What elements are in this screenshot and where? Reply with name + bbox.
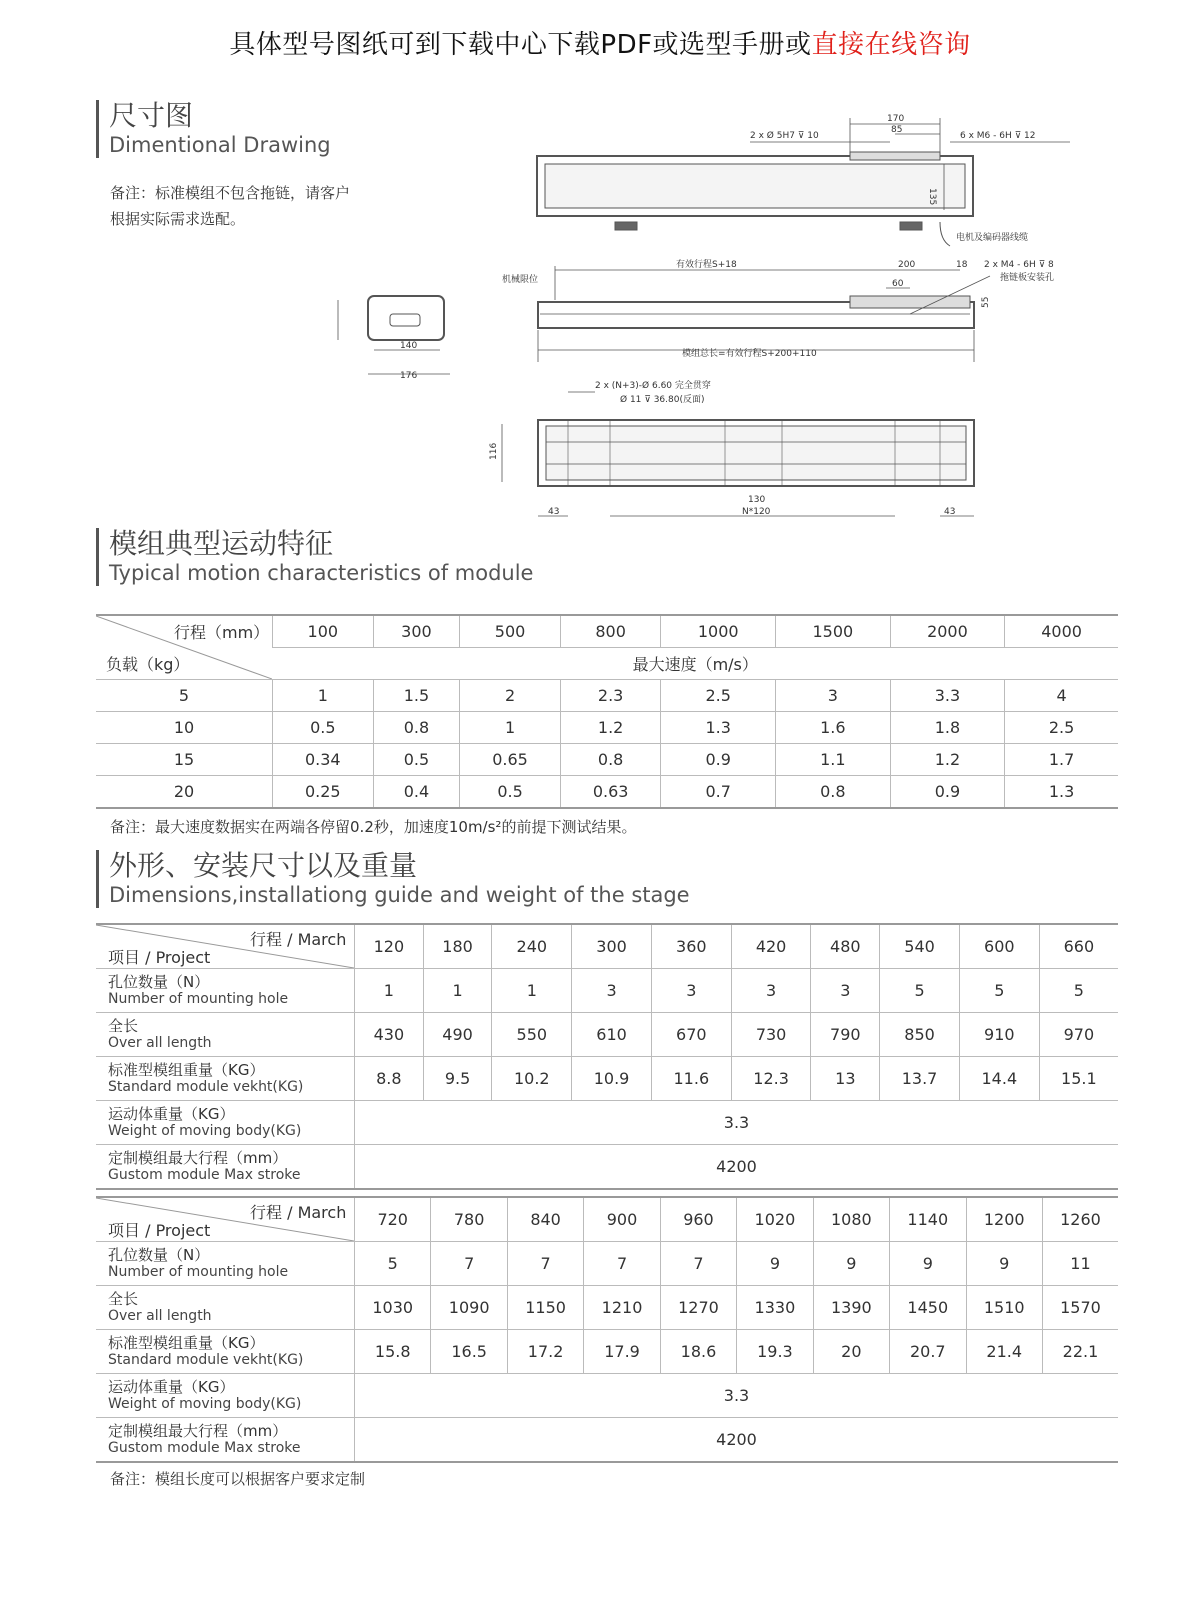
speed-cell: 1.8: [890, 712, 1005, 744]
row-label-cn: 运动体重量（KG）: [108, 1377, 235, 1396]
speed-cell: 0.9: [661, 744, 776, 776]
value-cell: 910: [959, 1013, 1039, 1057]
value-cell: 13.7: [880, 1057, 960, 1101]
value-cell: 1510: [966, 1286, 1042, 1330]
speed-cell: 0.34: [273, 744, 374, 776]
stroke-cell: 300: [373, 615, 460, 648]
row-label-cn: 全长: [108, 1289, 139, 1308]
stroke-label: 行程 / March: [250, 930, 347, 949]
value-cell: 3: [731, 969, 811, 1013]
m4-label: 2 x M4 - 6H ⊽ 8: [984, 260, 1054, 270]
section-title-cn: 尺寸图: [109, 99, 194, 132]
speed-cell: 1: [273, 680, 374, 712]
row-label-en: Number of mounting hole: [108, 990, 289, 1007]
value-cell: 22.1: [1042, 1330, 1118, 1374]
drag-chain-label: 拖链板安装孔: [1000, 273, 1055, 283]
note-line-1: 备注：标准模组不包含拖链，请客户: [110, 184, 351, 202]
stroke-cell: 1020: [737, 1197, 813, 1242]
dim-43-left: 43: [548, 507, 560, 517]
speed-cell: 1.3: [661, 712, 776, 744]
value-cell: 9: [890, 1242, 966, 1286]
dim-170: 170: [887, 114, 905, 124]
hole-left-label: 2 x Ø 5H7 ⊽ 10: [750, 131, 819, 141]
dim-135: 135: [927, 188, 937, 206]
dim-60: 60: [892, 279, 904, 289]
dimensions-table-b: [96, 1196, 1118, 1463]
value-cell: 17.9: [584, 1330, 660, 1374]
length-row: [96, 1286, 1118, 1330]
speed-cell: 0.65: [460, 744, 561, 776]
value-cell: 9.5: [423, 1057, 492, 1101]
holes-row: [96, 1242, 1118, 1286]
stroke-header-row: [96, 1197, 1118, 1242]
stroke-cell: 1000: [661, 615, 776, 648]
drag-chain-note: [110, 180, 350, 232]
section-title-en: Dimentional Drawing: [109, 133, 331, 157]
value-cell: 670: [651, 1013, 731, 1057]
custom-length-note: 备注：模组长度可以根据客户要求定制: [110, 1470, 366, 1488]
row-label-cn: 标准型模组重量（KG）: [108, 1333, 265, 1352]
dim-200: 200: [898, 260, 916, 270]
stroke-cell: 500: [460, 615, 561, 648]
row-label-en: Weight of moving body(KG): [108, 1122, 302, 1139]
speed-cell: 0.5: [273, 712, 374, 744]
table-row: [96, 776, 1118, 809]
value-cell: 4200: [355, 1418, 1119, 1463]
load-cell: 15: [96, 744, 273, 776]
stroke-cell: 840: [507, 1197, 583, 1242]
row-label-en: Over all length: [108, 1307, 212, 1324]
stroke-cell: 960: [660, 1197, 736, 1242]
diagonal-header: [96, 615, 273, 680]
value-cell: 13: [811, 1057, 880, 1101]
row-label: [96, 1330, 355, 1374]
moving-weight-row: [96, 1101, 1118, 1145]
value-cell: 1030: [355, 1286, 431, 1330]
dim-n120: N*120: [742, 507, 771, 517]
row-label: [96, 1286, 355, 1330]
speed-cell: 1.1: [776, 744, 891, 776]
row-label-en: Standard module vekht(KG): [108, 1078, 304, 1095]
speed-cell: 0.7: [661, 776, 776, 809]
stroke-label: 行程 / March: [250, 1203, 347, 1222]
through-holes-label: 2 x (N+3)-Ø 6.60 完全贯穿: [595, 381, 711, 391]
weight-row: [96, 1330, 1118, 1374]
speed-cell: 0.8: [373, 712, 460, 744]
stroke-cell: 1200: [966, 1197, 1042, 1242]
row-label: [96, 1418, 355, 1463]
dimensional-drawing: [330, 100, 1110, 540]
value-cell: 7: [507, 1242, 583, 1286]
row-label: [96, 969, 355, 1013]
value-cell: 18.6: [660, 1330, 736, 1374]
value-cell: 10.2: [492, 1057, 572, 1101]
value-cell: 11.6: [651, 1057, 731, 1101]
stroke-cell: 1080: [813, 1197, 889, 1242]
stroke-cell: 2000: [890, 615, 1005, 648]
speed-cell: 3: [776, 680, 891, 712]
value-cell: 1150: [507, 1286, 583, 1330]
value-cell: 3.3: [355, 1101, 1119, 1145]
speed-cell: 4: [1005, 680, 1118, 712]
dim-55: 55: [981, 296, 991, 308]
value-cell: 1: [492, 969, 572, 1013]
row-label: [96, 1057, 355, 1101]
total-length-label: 模组总长=有效行程S+200+110: [682, 349, 817, 359]
value-cell: 8.8: [355, 1057, 424, 1101]
value-cell: 970: [1039, 1013, 1118, 1057]
speed-cell: 0.8: [776, 776, 891, 809]
speed-cell: 3.3: [890, 680, 1005, 712]
value-cell: 1: [355, 969, 424, 1013]
weight-row: [96, 1057, 1118, 1101]
value-cell: 550: [492, 1013, 572, 1057]
value-cell: 9: [966, 1242, 1042, 1286]
value-cell: 7: [431, 1242, 507, 1286]
speed-cell: 2.5: [1005, 712, 1118, 744]
value-cell: 9: [813, 1242, 889, 1286]
motion-table: [96, 614, 1118, 809]
row-label-cn: 定制模组最大行程（mm）: [108, 1148, 288, 1167]
value-cell: 4200: [355, 1145, 1119, 1190]
consult-link[interactable]: 直接在线咨询: [811, 30, 971, 60]
value-cell: 3.3: [355, 1374, 1119, 1418]
value-cell: 5: [880, 969, 960, 1013]
value-cell: 430: [355, 1013, 424, 1057]
stroke-cell: 480: [811, 924, 880, 969]
value-cell: 3: [811, 969, 880, 1013]
value-cell: 9: [737, 1242, 813, 1286]
counterbore-label: Ø 11 ⊽ 36.80(反面): [620, 395, 705, 405]
banner-text: 具体型号图纸可到下载中心下载PDF或选型手册或: [229, 30, 812, 60]
row-label-cn: 运动体重量（KG）: [108, 1104, 235, 1123]
section-motion-heading: [96, 528, 533, 586]
stroke-cell: 540: [880, 924, 960, 969]
banner: [0, 24, 1200, 61]
row-label-en: Gustom module Max stroke: [108, 1166, 301, 1183]
stroke-cell: 100: [273, 615, 374, 648]
row-label: [96, 1013, 355, 1057]
value-cell: 15.8: [355, 1330, 431, 1374]
stroke-cell: 420: [731, 924, 811, 969]
value-cell: 1210: [584, 1286, 660, 1330]
speed-cell: 0.5: [373, 744, 460, 776]
speed-cell: 0.8: [560, 744, 661, 776]
speed-cell: 1.6: [776, 712, 891, 744]
value-cell: 5: [355, 1242, 431, 1286]
speed-cell: 1.7: [1005, 744, 1118, 776]
speed-cell: 1.3: [1005, 776, 1118, 809]
row-label-cn: 标准型模组重量（KG）: [108, 1060, 265, 1079]
value-cell: 5: [1039, 969, 1118, 1013]
value-cell: 850: [880, 1013, 960, 1057]
row-label-en: Gustom module Max stroke: [108, 1439, 301, 1456]
speed-cell: 0.4: [373, 776, 460, 809]
dim-140: 140: [400, 341, 418, 351]
table-row: [96, 680, 1118, 712]
value-cell: 16.5: [431, 1330, 507, 1374]
speed-cell: 0.5: [460, 776, 561, 809]
value-cell: 1330: [737, 1286, 813, 1330]
holes-row: [96, 969, 1118, 1013]
row-label-cn: 孔位数量（N）: [108, 1245, 210, 1264]
dim-18: 18: [956, 260, 968, 270]
motor-cable-label: 电机及编码器线缆: [956, 233, 1029, 243]
row-label-cn: 定制模组最大行程（mm）: [108, 1421, 288, 1440]
stroke-label: 行程（mm）: [174, 623, 270, 642]
max-stroke-row: [96, 1145, 1118, 1190]
moving-weight-row: [96, 1374, 1118, 1418]
diagonal-header: [96, 1197, 355, 1242]
speed-cell: 1.2: [890, 744, 1005, 776]
stroke-cell: 4000: [1005, 615, 1118, 648]
value-cell: 610: [572, 1013, 652, 1057]
table-row: [96, 712, 1118, 744]
row-label: [96, 1374, 355, 1418]
value-cell: 7: [584, 1242, 660, 1286]
load-cell: 20: [96, 776, 273, 809]
value-cell: 1390: [813, 1286, 889, 1330]
dimensions-table-a: [96, 923, 1118, 1190]
dim-43-right: 43: [944, 507, 956, 517]
project-label: 项目 / Project: [108, 948, 211, 967]
max-speed-label: 最大速度（m/s）: [273, 648, 1119, 680]
stroke-cell: 660: [1039, 924, 1118, 969]
dim-116: 116: [489, 442, 499, 460]
value-cell: 19.3: [737, 1330, 813, 1374]
hole-right-label: 6 x M6 - 6H ⊽ 12: [960, 131, 1036, 141]
stroke-cell: 600: [959, 924, 1039, 969]
mech-limit-label: 机械限位: [502, 275, 539, 285]
value-cell: 15.1: [1039, 1057, 1118, 1101]
row-label-cn: 全长: [108, 1016, 139, 1035]
row-label-en: Number of mounting hole: [108, 1263, 289, 1280]
dim-85: 85: [891, 125, 903, 135]
value-cell: 20: [813, 1330, 889, 1374]
end-view: [338, 296, 450, 374]
speed-cell: 0.63: [560, 776, 661, 809]
value-cell: 12.3: [731, 1057, 811, 1101]
row-label: [96, 1242, 355, 1286]
value-cell: 10.9: [572, 1057, 652, 1101]
value-cell: 1: [423, 969, 492, 1013]
stroke-cell: 1260: [1042, 1197, 1118, 1242]
stroke-cell: 240: [492, 924, 572, 969]
row-label-cn: 孔位数量（N）: [108, 972, 210, 991]
speed-cell: 2.3: [560, 680, 661, 712]
value-cell: 17.2: [507, 1330, 583, 1374]
speed-cell: 2: [460, 680, 561, 712]
load-label: 负载（kg）: [106, 655, 190, 674]
section-title-cn: 外形、安装尺寸以及重量: [109, 849, 418, 882]
stroke-cell: 720: [355, 1197, 431, 1242]
dim-176: 176: [400, 371, 418, 381]
stroke-cell: 780: [431, 1197, 507, 1242]
speed-cell: 0.9: [890, 776, 1005, 809]
value-cell: 3: [572, 969, 652, 1013]
diagonal-header: [96, 924, 355, 969]
section-title-cn: 模组典型运动特征: [109, 527, 334, 560]
length-row: [96, 1013, 1118, 1057]
speed-cell: 2.5: [661, 680, 776, 712]
value-cell: 1090: [431, 1286, 507, 1330]
stroke-cell: 1500: [776, 615, 891, 648]
value-cell: 21.4: [966, 1330, 1042, 1374]
load-cell: 10: [96, 712, 273, 744]
stroke-cell: 800: [560, 615, 661, 648]
max-stroke-row: [96, 1418, 1118, 1463]
value-cell: 1270: [660, 1286, 736, 1330]
value-cell: 1450: [890, 1286, 966, 1330]
stroke-cell: 180: [423, 924, 492, 969]
row-label-en: Over all length: [108, 1034, 212, 1051]
load-cell: 5: [96, 680, 273, 712]
value-cell: 14.4: [959, 1057, 1039, 1101]
dim-130: 130: [748, 495, 766, 505]
speed-test-note: 备注：最大速度数据实在两端各停留0.2秒，加速度10m/s²的前提下测试结果。: [110, 818, 637, 836]
stroke-cell: 360: [651, 924, 731, 969]
speed-cell: 1.5: [373, 680, 460, 712]
value-cell: 1570: [1042, 1286, 1118, 1330]
project-label: 项目 / Project: [108, 1221, 211, 1240]
section-dimensions-heading: [96, 850, 690, 908]
speed-cell: 1: [460, 712, 561, 744]
row-label: [96, 1101, 355, 1145]
speed-cell: 0.25: [273, 776, 374, 809]
note-line-2: 根据实际需求选配。: [110, 210, 246, 228]
value-cell: 11: [1042, 1242, 1118, 1286]
value-cell: 20.7: [890, 1330, 966, 1374]
stroke-cell: 900: [584, 1197, 660, 1242]
value-cell: 7: [660, 1242, 736, 1286]
stroke-cell: 120: [355, 924, 424, 969]
value-cell: 730: [731, 1013, 811, 1057]
section-title-en: Typical motion characteristics of module: [109, 561, 534, 585]
value-cell: 490: [423, 1013, 492, 1057]
row-label: [96, 1145, 355, 1190]
stroke-label: 有效行程S+18: [676, 260, 737, 270]
table-row: [96, 744, 1118, 776]
stroke-header-row: [96, 615, 1118, 648]
speed-cell: 1.2: [560, 712, 661, 744]
stroke-header-row: [96, 924, 1118, 969]
section-title-en: Dimensions,installationg guide and weight of the stage: [109, 883, 690, 907]
stroke-cell: 1140: [890, 1197, 966, 1242]
row-label-en: Standard module vekht(KG): [108, 1351, 304, 1368]
stroke-cell: 300: [572, 924, 652, 969]
row-label-en: Weight of moving body(KG): [108, 1395, 302, 1412]
side-view: [538, 266, 990, 362]
value-cell: 5: [959, 969, 1039, 1013]
bottom-view: [502, 392, 974, 516]
value-cell: 3: [651, 969, 731, 1013]
section-dimensional-drawing-heading: [96, 100, 331, 158]
value-cell: 790: [811, 1013, 880, 1057]
